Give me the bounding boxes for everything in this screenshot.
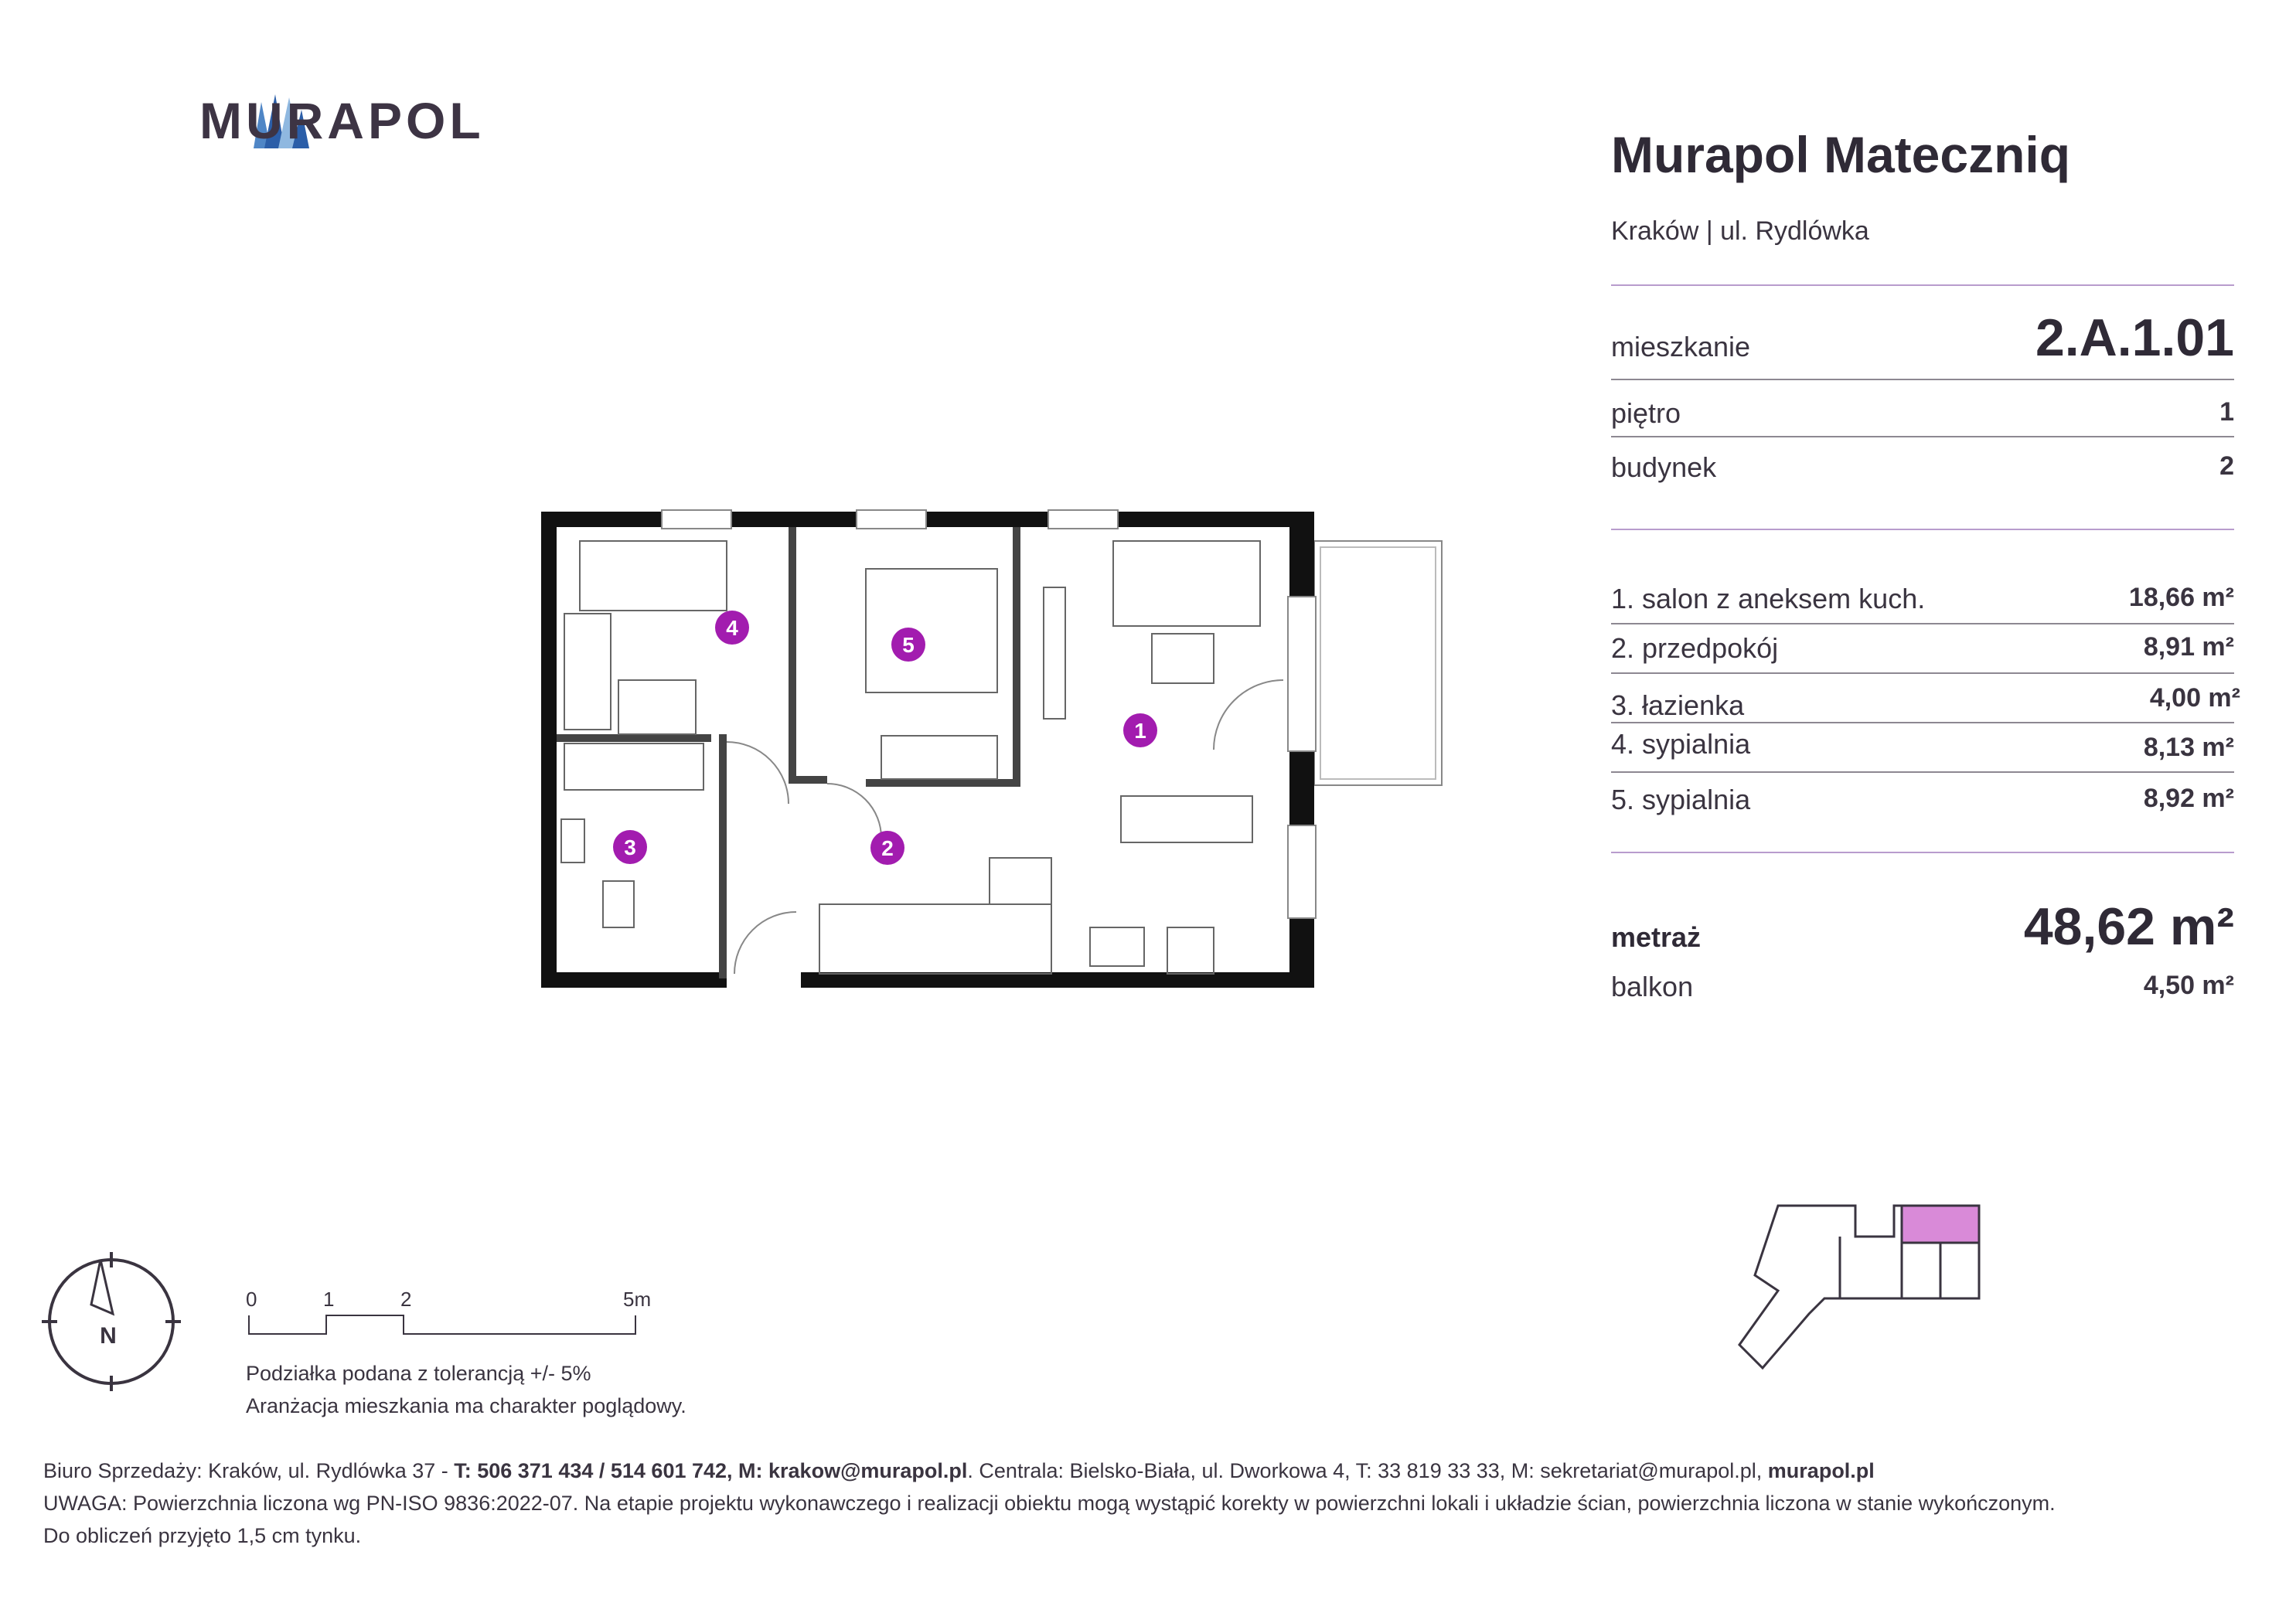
room-area: 8,13 m² xyxy=(2143,733,2234,762)
footer-line-1 xyxy=(43,1459,1875,1483)
project-title: Murapol Mateczniq xyxy=(1611,126,2071,183)
balcony-outline xyxy=(1314,541,1442,785)
divider xyxy=(1611,379,2234,380)
project-address: Kraków | ul. Rydlówka xyxy=(1611,216,1869,246)
sales-office: Biuro Sprzedaży: Kraków, ul. Rydlówka 37 - xyxy=(43,1459,455,1482)
room-area: 18,66 m² xyxy=(2128,583,2234,612)
scale-tick-label: 1 xyxy=(323,1288,335,1311)
scale-tick-label: 5m xyxy=(623,1288,652,1311)
room-area: 8,92 m² xyxy=(2143,784,2234,813)
room-area: 8,91 m² xyxy=(2143,632,2234,662)
sales-contact: T: 506 371 434 / 514 601 742, M: krakow@murapol.pl xyxy=(454,1459,968,1482)
total-area-label: metraż xyxy=(1611,921,1702,953)
arrangement-note: Aranżacja mieszkania ma charakter poglądowy. xyxy=(246,1394,686,1417)
scale-bar xyxy=(240,1283,673,1345)
scale-tick-label: 2 xyxy=(400,1288,412,1311)
balcony-label: balkon xyxy=(1611,971,1694,1002)
room-marker-label: 4 xyxy=(726,616,738,640)
doors xyxy=(727,680,1283,974)
interior-walls xyxy=(557,527,1020,978)
brand-name: MURAPOL xyxy=(199,92,485,149)
building-key-plan xyxy=(1732,1190,2025,1391)
footer-line-2: UWAGA: Powierzchnia liczona wg PN-ISO 9836:2022-07. Na etapie projektu wykonawczego i realizacji obiektu mogą wystąpić korekty w powierzchni lokali i układzie ścian, powierzchnia liczona w stanie wykończonym. xyxy=(43,1492,2056,1515)
divider xyxy=(1611,284,2234,286)
apartment-number: 2.A.1.01 xyxy=(2035,308,2234,367)
floor-plan xyxy=(533,495,1469,1005)
floor-value: 1 xyxy=(2219,397,2234,427)
room-marker-label: 5 xyxy=(902,633,915,657)
selected-apartment-highlight xyxy=(1902,1206,1979,1243)
room-label: 2. przedpokój xyxy=(1611,632,1779,664)
windows xyxy=(662,510,1316,918)
furniture xyxy=(561,541,1260,974)
room-label: 4. sypialnia xyxy=(1611,728,1751,760)
divider xyxy=(1611,672,2234,674)
scale-tolerance-note: Podziałka podana z tolerancją +/- 5% xyxy=(246,1362,591,1385)
divider xyxy=(1611,529,2234,530)
scale-tick-label: 0 xyxy=(246,1288,257,1311)
apartment-label: mieszkanie xyxy=(1611,331,1751,362)
room-label: 1. salon z aneksem kuch. xyxy=(1611,583,1926,614)
room-marker-label: 1 xyxy=(1134,719,1146,743)
headquarters: . Centrala: Bielsko-Biała, ul. Dworkowa 4, T: 33 819 33 33, M: sekretariat@murapol.pl, xyxy=(967,1459,1768,1482)
compass-north-label: N xyxy=(100,1323,117,1349)
room-marker-label: 2 xyxy=(881,836,894,860)
room-marker-label: 3 xyxy=(624,835,636,859)
compass-north-icon xyxy=(34,1244,189,1399)
balcony-area: 4,50 m² xyxy=(2143,971,2234,1000)
outer-walls xyxy=(541,512,1314,988)
total-area-value: 48,62 m² xyxy=(2023,897,2234,956)
divider xyxy=(1611,436,2234,437)
website-link[interactable]: murapol.pl xyxy=(1767,1459,1875,1482)
footer-line-3: Do obliczeń przyjęto 1,5 cm tynku. xyxy=(43,1524,362,1547)
divider xyxy=(1611,722,2234,723)
room-area: 4,00 m² xyxy=(2149,683,2240,713)
floor-label: piętro xyxy=(1611,397,1681,429)
divider xyxy=(1611,623,2234,624)
divider xyxy=(1611,771,2234,773)
room-label: 5. sypialnia xyxy=(1611,784,1751,815)
building-value: 2 xyxy=(2219,451,2234,481)
divider xyxy=(1611,852,2234,853)
building-label: budynek xyxy=(1611,451,1717,483)
room-label: 3. łazienka xyxy=(1611,689,1745,721)
